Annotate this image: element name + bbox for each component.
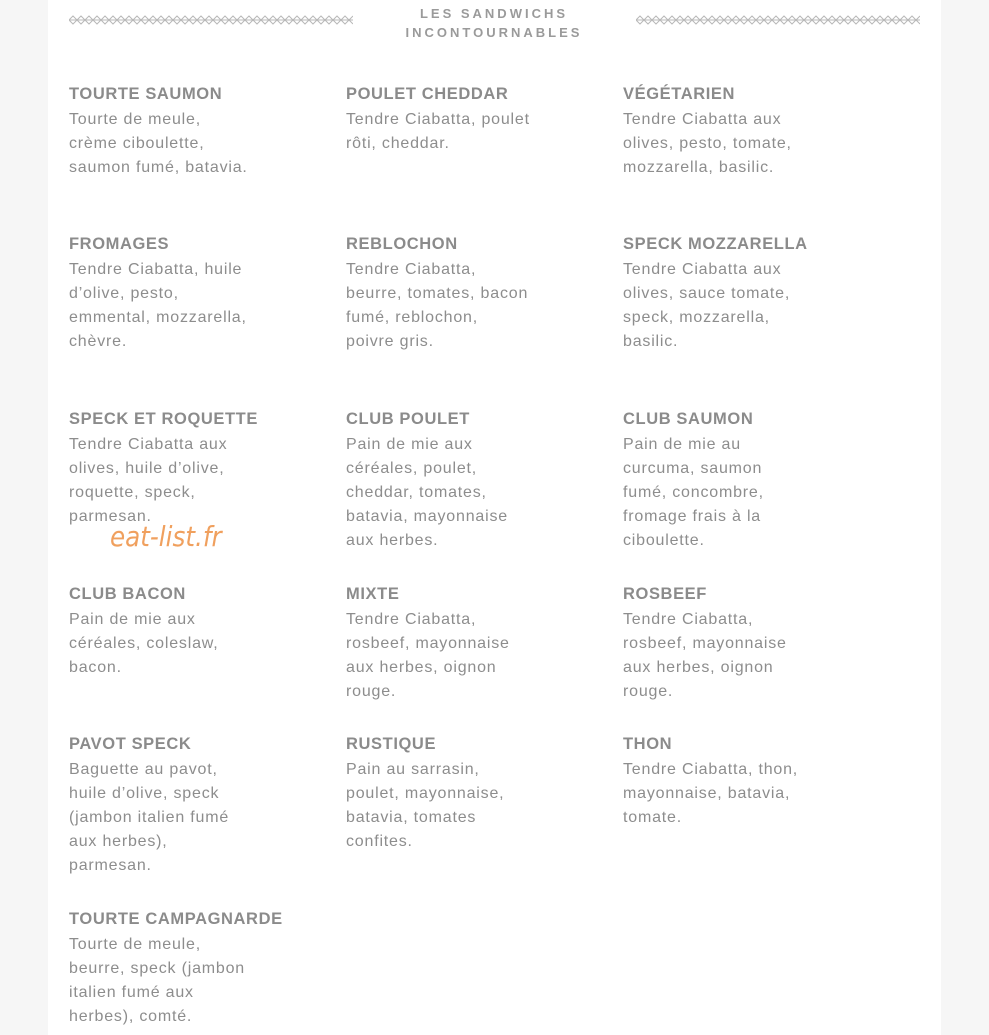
zigzag-ornament-right	[636, 13, 920, 27]
item-name: SPECK MOZZARELLA	[623, 235, 808, 253]
item-name: CLUB POULET	[346, 410, 470, 428]
item-description: Tendre Ciabatta, rosbeef, mayonnaise aux herbes, oignon rouge.	[346, 611, 510, 700]
menu-item-club-saumon	[623, 409, 909, 584]
item-name: RUSTIQUE	[346, 735, 437, 753]
item-name: POULET CHEDDAR	[346, 85, 509, 103]
zigzag-ornament-left	[69, 13, 353, 27]
item-name: MIXTE	[346, 585, 400, 603]
menu-item-thon	[623, 734, 909, 909]
item-description: Tendre Ciabatta aux olives, huile d’olive, roquette, speck, parmesan.	[69, 436, 228, 525]
item-name: REBLOCHON	[346, 235, 458, 253]
menu-item-reblochon	[346, 234, 623, 409]
item-description: Pain de mie aux céréales, coleslaw, bacon.	[69, 611, 219, 676]
item-name: FROMAGES	[69, 235, 170, 253]
item-description: Tendre Ciabatta, thon, mayonnaise, batavia, tomate.	[623, 761, 799, 826]
item-name: CLUB BACON	[69, 585, 186, 603]
item-description: Pain de mie au curcuma, saumon fumé, concombre, fromage frais à la ciboulette.	[623, 436, 764, 549]
section-title	[388, 4, 600, 42]
sandwich-menu-grid	[69, 84, 909, 1033]
site-watermark: eat-list.fr	[110, 520, 222, 553]
item-description: Pain de mie aux céréales, poulet, cheddar, tomates, batavia, mayonnaise aux herbes.	[346, 436, 508, 549]
item-name: TOURTE CAMPAGNARDE	[69, 910, 283, 928]
menu-item-mixte	[346, 584, 623, 734]
item-name: THON	[623, 735, 673, 753]
menu-item-vegetarien	[623, 84, 909, 234]
item-name: ROSBEEF	[623, 585, 707, 603]
item-description: Tendre Ciabatta, rosbeef, mayonnaise aux herbes, oignon rouge.	[623, 611, 787, 700]
item-description: Pain au sarrasin, poulet, mayonnaise, batavia, tomates confites.	[346, 761, 505, 850]
item-name: TOURTE SAUMON	[69, 85, 223, 103]
item-name: VÉGÉTARIEN	[623, 85, 736, 103]
menu-item-pavot-speck	[69, 734, 346, 909]
menu-item-tourte-saumon	[69, 84, 346, 234]
item-description: Baguette au pavot, huile d’olive, speck (jambon italien fumé aux herbes), parmesan.	[69, 761, 230, 874]
menu-item-club-poulet	[346, 409, 623, 584]
item-description: Tendre Ciabatta, huile d’olive, pesto, emmental, mozzarella, chèvre.	[69, 261, 247, 350]
menu-item-speck-et-roquette	[69, 409, 346, 584]
decorative-border-left	[69, 13, 353, 27]
menu-item-speck-mozzarella	[623, 234, 909, 409]
item-description: Tendre Ciabatta aux olives, sauce tomate, speck, mozzarella, basilic.	[623, 261, 791, 350]
section-title-line-2: INCONTOURNABLES	[405, 25, 583, 40]
menu-item-tourte-campagnarde	[69, 909, 346, 1033]
item-description: Tendre Ciabatta, poulet rôti, cheddar.	[346, 111, 530, 152]
item-description: Tourte de meule, crème ciboulette, saumon fumé, batavia.	[69, 111, 248, 176]
item-name: PAVOT SPECK	[69, 735, 192, 753]
menu-item-club-bacon	[69, 584, 346, 734]
section-title-line-1: LES SANDWICHS	[419, 6, 569, 21]
item-description: Tendre Ciabatta, beurre, tomates, bacon fumé, reblochon, poivre gris.	[346, 261, 529, 350]
menu-item-poulet-cheddar	[346, 84, 623, 234]
item-name: CLUB SAUMON	[623, 410, 754, 428]
menu-item-fromages	[69, 234, 346, 409]
item-name: SPECK ET ROQUETTE	[69, 410, 258, 428]
section-header	[48, 0, 941, 44]
item-description: Tendre Ciabatta aux olives, pesto, tomate, mozzarella, basilic.	[623, 111, 792, 176]
decorative-border-right	[636, 13, 920, 27]
item-description: Tourte de meule, beurre, speck (jambon italien fumé aux herbes), comté.	[69, 936, 245, 1025]
menu-item-rustique	[346, 734, 623, 909]
menu-item-rosbeef	[623, 584, 909, 734]
